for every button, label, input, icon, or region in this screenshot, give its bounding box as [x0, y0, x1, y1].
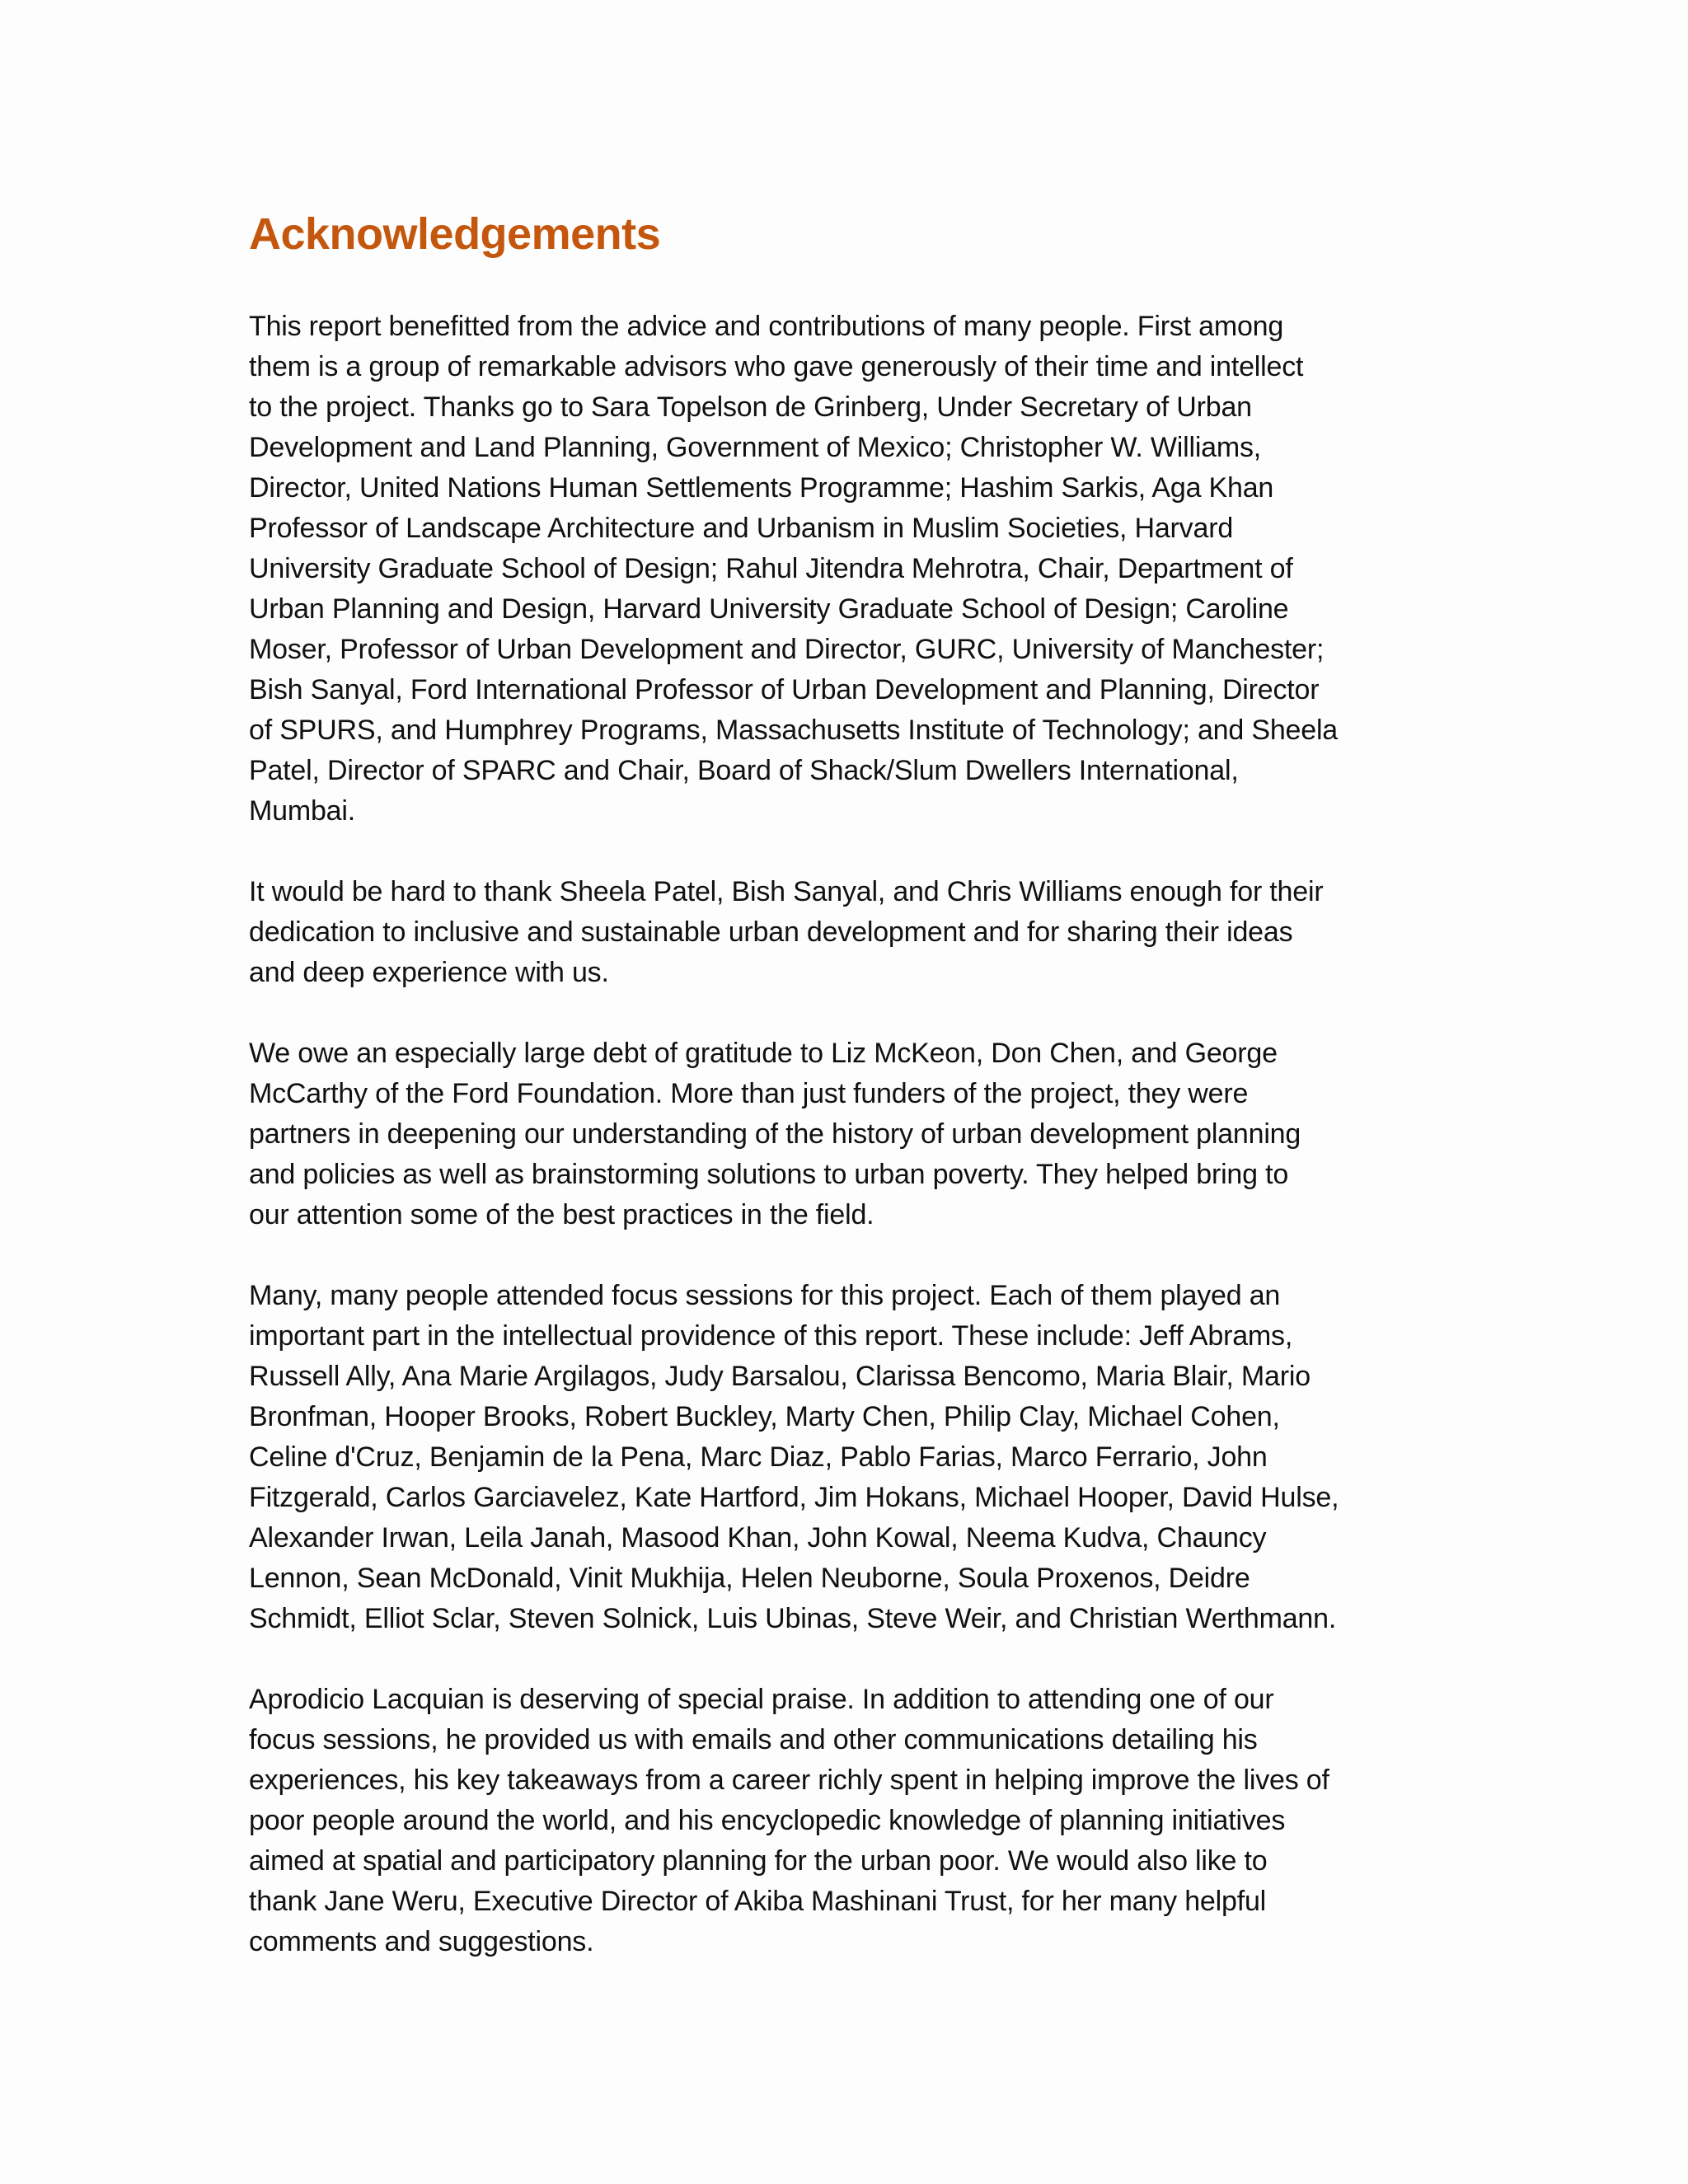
text-line: Bronfman, Hooper Brooks, Robert Buckley, Marty Chen, Philip Clay, Michael Cohen, [249, 1401, 1280, 1432]
text-line: dedication to inclusive and sustainable urban development and for sharing their ideas [249, 916, 1293, 948]
text-line: aimed at spatial and participatory planning for the urban poor. We would also like to [249, 1845, 1268, 1877]
text-line: Schmidt, Elliot Sclar, Steven Solnick, Luis Ubinas, Steve Weir, and Christian Werthmann. [249, 1603, 1337, 1634]
text-line: thank Jane Weru, Executive Director of Akiba Mashinani Trust, for her many helpful [249, 1886, 1267, 1917]
text-line: poor people around the world, and his encyclopedic knowledge of planning initiatives [249, 1805, 1286, 1836]
text-line: Alexander Irwan, Leila Janah, Masood Khan, John Kowal, Neema Kudva, Chauncy [249, 1522, 1267, 1554]
text-line: important part in the intellectual providence of this report. These include: Jeff Abrams, [249, 1320, 1293, 1352]
text-line: Director, United Nations Human Settlements Programme; Hashim Sarkis, Aga Khan [249, 472, 1274, 504]
text-line: and policies as well as brainstorming solutions to urban poverty. They helped bring to [249, 1159, 1289, 1190]
body-text [249, 307, 1452, 1962]
text-line: partners in deepening our understanding of the history of urban development planning [249, 1118, 1301, 1150]
text-line: comments and suggestions. [249, 1926, 594, 1957]
text-line: Russell Ally, Ana Marie Argilagos, Judy Barsalou, Clarissa Bencomo, Maria Blair, Mario [249, 1361, 1311, 1392]
paragraph-2 [249, 872, 1452, 993]
text-line: experiences, his key takeaways from a career richly spent in helping improve the lives of [249, 1765, 1329, 1796]
paragraph-1 [249, 307, 1452, 832]
text-line: of SPURS, and Humphrey Programs, Massachusetts Institute of Technology; and Sheela [249, 715, 1339, 746]
text-line: We owe an especially large debt of gratitude to Liz McKeon, Don Chen, and George [249, 1038, 1278, 1069]
text-line: University Graduate School of Design; Rahul Jitendra Mehrotra, Chair, Department of [249, 553, 1293, 584]
text-line: Development and Land Planning, Government of Mexico; Christopher W. Williams, [249, 432, 1262, 463]
text-line: Fitzgerald, Carlos Garciavelez, Kate Hartford, Jim Hokans, Michael Hooper, David Hulse, [249, 1482, 1339, 1513]
text-line: Aprodicio Lacquian is deserving of special praise. In addition to attending one of our [249, 1684, 1274, 1715]
paragraph-3 [249, 1033, 1452, 1235]
text-line: Mumbai. [249, 795, 355, 827]
text-line: and deep experience with us. [249, 957, 609, 988]
text-line: This report benefitted from the advice and contributions of many people. First among [249, 311, 1284, 342]
text-line: McCarthy of the Ford Foundation. More than just funders of the project, they were [249, 1078, 1249, 1109]
text-line: our attention some of the best practices in the field. [249, 1199, 874, 1230]
text-line: them is a group of remarkable advisors who gave generously of their time and intellect [249, 351, 1304, 382]
text-line: focus sessions, he provided us with emails and other communications detailing his [249, 1724, 1258, 1755]
document-page [249, 201, 1452, 2003]
text-line: Urban Planning and Design, Harvard University Graduate School of Design; Caroline [249, 593, 1289, 625]
text-line: Many, many people attended focus sessions for this project. Each of them played an [249, 1280, 1281, 1311]
text-line: Professor of Landscape Architecture and Urbanism in Muslim Societies, Harvard [249, 513, 1234, 544]
text-line: to the project. Thanks go to Sara Topelson de Grinberg, Under Secretary of Urban [249, 391, 1252, 423]
text-line: Bish Sanyal, Ford International Professor of Urban Development and Planning, Director [249, 674, 1320, 705]
text-line: Lennon, Sean McDonald, Vinit Mukhija, Helen Neuborne, Soula Proxenos, Deidre [249, 1563, 1250, 1594]
page-title: Acknowledgements [249, 209, 661, 259]
paragraph-4 [249, 1276, 1452, 1639]
paragraph-5 [249, 1680, 1452, 1962]
text-line: Patel, Director of SPARC and Chair, Board of Shack/Slum Dwellers International, [249, 755, 1239, 786]
text-line: Celine d'Cruz, Benjamin de la Pena, Marc Diaz, Pablo Farias, Marco Ferrario, John [249, 1441, 1268, 1473]
text-line: It would be hard to thank Sheela Patel, Bish Sanyal, and Chris Williams enough for their [249, 876, 1324, 907]
text-line: Moser, Professor of Urban Development and Director, GURC, University of Manchester; [249, 634, 1325, 665]
